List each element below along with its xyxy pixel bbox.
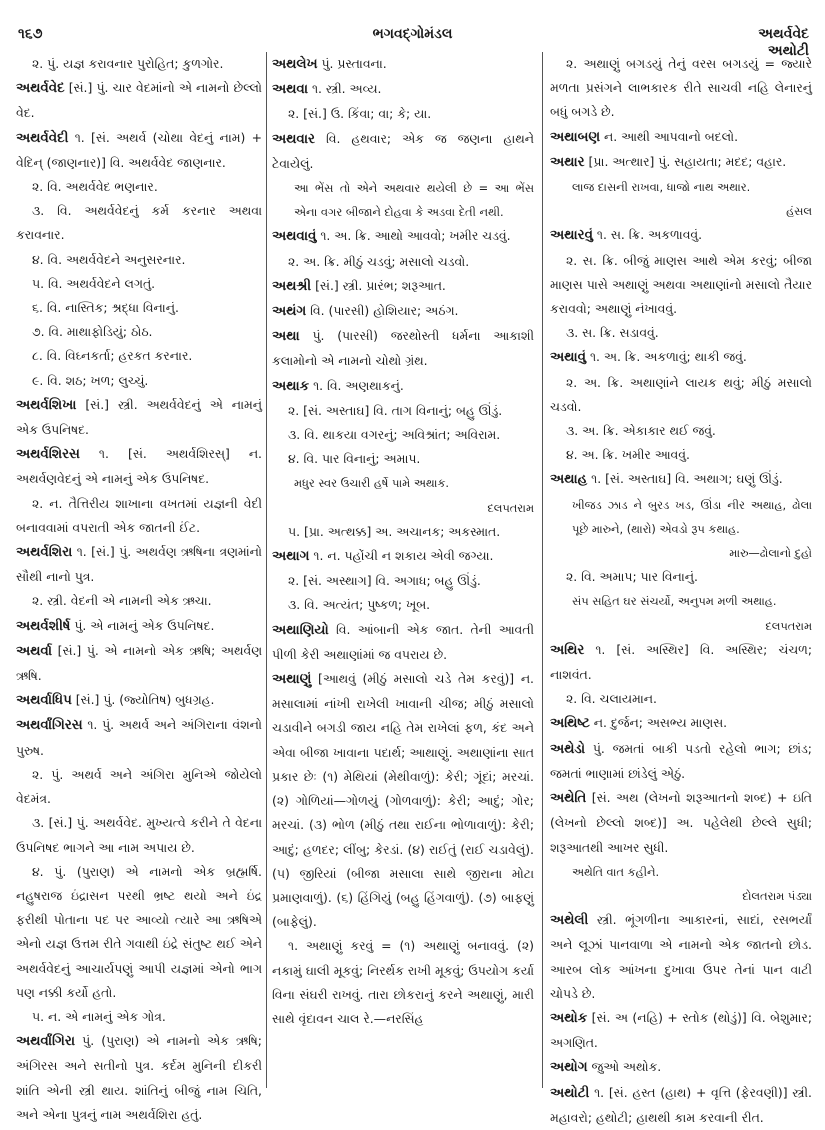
entry-sense: ૪. વિ. પાર વિનાનું; અમાપ. (288, 451, 421, 467)
headword: અથર્વા (16, 643, 53, 659)
dictionary-entry (272, 52, 534, 77)
entry-sense: ૩. વિ. અત્યંત; પુષ્કળ; ખૂબ. (288, 597, 431, 613)
dictionary-entry (272, 299, 534, 324)
usage-quote (550, 175, 812, 223)
column-divider (542, 52, 543, 1088)
definition: પું. (પુરાણ) એ નામનો એક ઋષિ; અંગિરસ અને સતીનો પુત્ર. કર્દમ મુનિની દીકરી શાંતિ એની સ્ત્રી થાય. શાંતિનું બીજું નામ ચિતિ, અને એના પુત્રનું નામ અથર્વશિરા હતું. (16, 1033, 262, 1122)
definition: ૧. [સં. હસ્ત (હાથ) + વૃત્તિ (ફેરવણી)] સ્ત્રી. મહાવરો; હથોટી; હાથથી કામ કરવાની રીત. (550, 1084, 812, 1125)
entry-sense: ૨. અથાણું બગડયું તેનું વરસ બગડયું = જ્યારે મળતા પ્રસંગને લાભકારક રીતે સાચવી નહિ લેનારનું બધું બગડે છે. (550, 56, 812, 120)
dictionary-entry (550, 711, 812, 736)
dictionary-entry (16, 540, 262, 589)
definition: [આથવું (મીઠું મસાલો ચડે તેમ કરવું)] ન. મસાલામાં નાંખી રાખેલી ખાવાની ચીજ; મીઠું મસાલો ચડાવીને બગડી જાય નહિ તેમ રાખેલાં ફળ, કંદ અને એવા બીજા ખાવાના પદાર્થ; આથાણું. અથાણાંના સાત પ્રકાર છેઃ (૧) મેથિયાં (મેથીવાળું): કેરી; ગૂંદાં; મરચાં. (૨) ગોળિયાં—ગોળયું (ગોળવાળું): કેરી; આદું; ગોર; મરચાં. (૩) ભોળ (મીઠું તથા રાઈના ભોળાવાળું): કેરી; આદું; હળદર; લીંબુ; કેરડાં. (૪) રાઈતું (રાઈ ચડાવેલું). (૫) જીરિયાં (બીજા મસાલા સાથે જીરાના મોટા પ્રમાણવાળું). (૬) હિંગિયું (બહુ હિંગવાળું). (૭) બાફણું (બાફેલું). (272, 671, 534, 930)
headword: અથર્વવેદી (16, 130, 69, 146)
headword: અથોગ (550, 1060, 588, 1076)
definition: [સં. અથ (લેખનો શરૂઆતનો શબ્દ) + ઇતિ (લેખનો છેલ્લો શબ્દ)] અ. પહેલેથી છેલ્લે સુધી; શરૂઆતથી આખર સુધી. (550, 790, 812, 855)
usage-quote (550, 860, 812, 908)
dictionary-entry (272, 77, 534, 102)
definition: ૧. પું. અથર્વ અને અંગિરાના વંશનો પુરુષ. (16, 717, 262, 758)
dictionary-entry (550, 125, 812, 150)
usage-quote (272, 471, 534, 519)
entry-sense: ૩. [સં.] પું. અથર્વવેદ. મુખ્યત્વે કરીને તે વેદના ઉપનિષદ ભાગને આ નામ અપાય છે. (16, 815, 262, 855)
dictionary-entry (550, 1081, 812, 1130)
entry-sense: ૩. વિ. થાકયા વગરનું; અવિશ્રાંત; અવિરામ. (288, 427, 501, 443)
dictionary-entry (550, 908, 812, 1006)
entry-sense: ૯. વિ. શઠ; ખળ; લુચ્ચું. (32, 372, 149, 388)
headword: અથવાવું (272, 229, 317, 245)
definition: [સં.] સ્ત્રી. પ્રારંભ; શરૂઆત. (311, 277, 446, 293)
definition: ૧. [સં.] પું. અથર્વણ ઋષિના ત્રણમાંનો સૌથી નાનો પુત્ર. (16, 544, 262, 585)
headword: અથાગ (272, 549, 310, 565)
dictionary-entry (272, 374, 534, 399)
quote-text: આ ભેંસ તો એને અથવાર થયેલી છે = આ ભેંસ એના વગર બીજાને દોહવા કે અડવા દેતી નથી. (294, 181, 534, 220)
definition: ૧. વિ. અણથાકનું. (309, 377, 404, 393)
usage-quote (550, 493, 812, 566)
entry-sense: ૭. વિ. માથાફોડિયું; ઠોઠ. (32, 324, 153, 340)
headword: અથિષ્ટ (550, 716, 590, 732)
dictionary-entry (550, 1055, 812, 1080)
headword: અથવા (272, 82, 309, 98)
entry-sense: ૮. વિ. વિઘ્નકર્તા; હરકત કરનાર. (32, 348, 193, 364)
dictionary-entry (550, 786, 812, 860)
entry-sense: ૨. [સં. અસ્તાઘ] વિ. તાગ વિનાનું; બહુ ઊંડું. (288, 402, 503, 418)
dictionary-entry (550, 345, 812, 370)
entry-sense: ૨. વિ. અમાપ; પાર વિનાનું. (566, 569, 698, 585)
definition: ૧. [સં. અથર્વશિરસ્] ન. અથર્વણવેદનું એ નામનું એક ઉપનિષદ. (16, 446, 262, 487)
definition: [સં.] પું. એ નામનો એક ઋષિ; અથર્વણ ઋષિ. (16, 642, 262, 684)
headword: અથેલી (550, 913, 589, 929)
entry-sense: ૨. પું. અથર્વ અને અંગિરા મુનિએ જોયેલો વેદમંત્ર. (16, 766, 262, 807)
definition: પું. પ્રસ્તાવના. (317, 56, 387, 71)
entry-sense: ૪. અ. ક્રિ. ખમીર આવવું. (566, 447, 690, 463)
column-2 (272, 52, 534, 1090)
dictionary-entry (16, 76, 262, 125)
headword: અથર્વવેદ (16, 81, 65, 97)
entry-sense: ૨. વિ. ચલાયમાન. (566, 691, 657, 707)
definition: ૧. [સં. અસ્તાઘ] વિ. અથાગ; ઘણું ઊંડું. (587, 471, 783, 487)
entry-sense: ૨. ન. તૈત્તિરીય શાખાના વખતમાં યજ્ઞની વેદી બનાવવામાં વપરાતી એક જાતની ઈંટ. (16, 495, 262, 535)
headword: અથંગ (272, 304, 307, 320)
entry-sense: ૨. અ. ક્રિ. મીઠું ચડવું; મસાલો ચડવો. (288, 253, 470, 269)
dictionary-entry (16, 688, 262, 713)
entry-sense: ૪. પું. (પુરાણ) એ નામનો એક બ્રહ્મર્ષિ. નહુષરાજ ઇંદ્રાસન પરથી ભ્રષ્ટ થયો અને ઇંદ્ર ફરીથી પોતાના પદ પર આવ્યો ત્યારે આ ઋષિએ એનો યજ્ઞ ઉત્તમ રીતે ગવાથી ઇંદ્રે સંતુષ્ટ થઈ એને અથર્વવેદનું આચાર્યપણું આપી યજ્ઞમાં એનો ભાગ પણ નક્કી કર્યો હતો. (16, 863, 262, 1000)
entry-sense: ૨. સ. ક્રિ. બીજું માણસ આથે એમ કરવું; બીજા માણસ પાસે અથાણું અથવા અથાણાંનો મસાલો તૈયાર કરાવવો; અથાણું નંખાવવું. (550, 252, 812, 317)
dictionary-entry (550, 467, 812, 492)
usage-quote (550, 589, 812, 637)
entry-sense: ૫. વિ. અથર્વવેદને લગતું. (32, 275, 156, 291)
definition: વિ. હથવાર; એક જ જણના હાથને ટેવાયેલું. (272, 130, 534, 171)
headword: અથાણિયો (272, 622, 329, 638)
definition: ૧. [સં. અથર્વ (ચોથા વેદનું નામ) + વેદિન્ (જાણનાર)] વિ. અથર્વવેદ જાણનાર. (16, 129, 262, 170)
headword: અથેતિ (550, 791, 587, 807)
dictionary-entry (550, 223, 812, 248)
definition: ૧. અ. ક્રિ. અકળાવું; થાકી જવું. (586, 349, 747, 365)
headword: અથાણું (272, 672, 312, 688)
headword: અથિર (550, 642, 585, 658)
dictionary-entry (550, 1006, 812, 1055)
headword: અથર્વાંગિરા (16, 1034, 76, 1050)
headword: અથાક (272, 378, 310, 394)
usage-quote (272, 176, 534, 224)
definition: પું. જમતાં બાકી પડતો રહેલો ભાગ; છાંડ; જમતાં ભાણામાં છાંડેલું એઠું. (550, 740, 812, 781)
definition: ૧. ન. પહોંચી ન શકાય એવી જગ્યા. (309, 548, 494, 564)
dictionary-entry (16, 614, 262, 639)
quote-attribution: દોલતરામ પંડ્યા (742, 888, 812, 903)
quote-attribution: મારુ—ઢોલાનો દુહો (729, 546, 812, 561)
headword: અથાહ (550, 472, 588, 488)
entry-sense: ૬. વિ. નાસ્તિક; શ્રદ્ધા વિનાનું. (32, 300, 179, 316)
headword: અથાર (550, 154, 585, 170)
headword: અથર્વાધિપ (16, 693, 72, 709)
dictionary-entry (16, 1029, 262, 1127)
definition: પું. એ નામનું એક ઉપનિષદ. (70, 617, 215, 633)
definition: વિ. (પારસી) હોશિયાર; અઠંગ. (306, 303, 459, 319)
column-3 (550, 52, 812, 1125)
headword: અથેડો (550, 741, 586, 757)
definition: [પ્રા. અત્થાર] પું. સહાયતા; મદદ; વહાર. (584, 153, 787, 169)
dictionary-entry (16, 393, 262, 442)
quote-text: ખીજડ ઝાડ ને બુરડ ખડ, ઊંડા નીર અથાહ, ઢોલા પૂછે મારુને, (થારો) એવડો રૂપ કથાહ. (572, 497, 812, 536)
quote-text: મધુર સ્વર ઉચારી હર્ષે પામે અથાક. (294, 476, 450, 491)
headword: અથોટી (550, 1085, 590, 1101)
definition: [સં.] પું. ચાર વેદમાંનો એ નામનો છેલ્લો વેદ. (16, 80, 262, 121)
headword: અથાબણ (550, 129, 601, 145)
dictionary-entry (16, 639, 262, 688)
quote-attribution: દલપતરામ (487, 500, 534, 515)
guide-word-first: અથર્વવેદ (758, 26, 809, 42)
page-number: ૧૬૭ (18, 26, 43, 42)
dictionary-entry (16, 713, 262, 762)
dictionary-entry (16, 442, 262, 491)
headword: અથર્વશીર્ષ (16, 618, 71, 634)
dictionary-entry (272, 224, 534, 249)
quote-attribution: દલપતરામ (765, 618, 812, 633)
dictionary-entry (272, 324, 534, 373)
entry-sense: ૩. સ. ક્રિ. સડાવવું. (566, 325, 659, 341)
definition: ન. દુર્જન; અસભ્ય માણસ. (589, 715, 728, 731)
dictionary-entry (272, 127, 534, 176)
column-divider (266, 52, 267, 1088)
headword: અથવાર (272, 131, 315, 147)
dictionary-title: ભગવદ્ગોમંડલ (372, 26, 453, 42)
entry-sense: ૨. સ્ત્રી. વેદની એ નામની એક ઋચા. (32, 593, 212, 609)
quote-attribution: હંસલ (786, 204, 812, 219)
entry-sense: ૪. વિ. અથર્વવેદને અનુસરનાર. (32, 251, 186, 267)
entry-sense: ૨. વિ. અથર્વવેદ ભણનાર. (32, 179, 158, 195)
entry-sense: ૧. અથાણું કરવું = (૧) અથાણું બનાવવું. (૨) નકામું ઘાલી મૂકવું; નિરર્થક રાખી મૂકવું; ઉપયોગ કર્યા વિના સંઘરી રાખવું. તારા છોકરાનું કરને અથાણું, મારી સાથે વૃંદાવન ચાલ રે.—નરસિંહ (272, 938, 534, 1026)
headword: અથારવું (550, 228, 593, 244)
entry-sense: ૨. [સં.] ઉ. કિંવા; વા; કે; યા. (288, 106, 432, 122)
quote-text: અથેતિ વાત કહીને. (572, 864, 660, 879)
definition: વિ. આંબાની એક જાત. તેની આવતી પીળી કેરી અથાણાંમાં જ વપરાય છે. (272, 621, 534, 662)
entry-sense: ૩. અ. ક્રિ. એકાકાર થઈ જવું. (566, 423, 716, 439)
entry-sense: ૨. અ. ક્રિ. અથાણાંને લાયક થવું; મીઠું મસાલો ચડવો. (550, 374, 812, 414)
dictionary-entry (550, 638, 812, 687)
definition: [સં.] પું. (જ્યોતિષ) બુધગ્રહ. (71, 692, 215, 708)
definition: ૧. અ. ક્રિ. આથો આવવો; ખમીર ચડવું. (316, 228, 511, 244)
definition: પું. (પારસી) જરથોસ્તી ધર્મના આકાશી કલામોનો એ નામનો ચોથો ગ્રંથ. (272, 328, 534, 369)
headword: અથર્વશિરા (16, 545, 73, 561)
definition: ન. આથી આપવાનો બદલો. (600, 128, 739, 144)
entry-sense: ૨. [સં. અસ્થાગ] વિ. અગાધ; બહુ ઊંડું. (288, 573, 481, 589)
entry-sense: ૨. પું. યજ્ઞ કરાવનાર પુરોહિત; કુળગોર. (32, 56, 224, 71)
dictionary-entry (550, 737, 812, 786)
headword: અથશ્રી (272, 278, 312, 294)
definition: [સં. અ (નહિ) + સ્તોક (થોડું)] વિ. બેશુમાર; અગણિત. (550, 1009, 812, 1051)
definition: ૧. સ. ક્રિ. અકળાવવું. (592, 227, 703, 243)
entry-sense: ૫. ન. એ નામનું એક ગોત્ર. (32, 1008, 166, 1024)
headword: અથર્વાંગિરસ (16, 718, 83, 734)
headword: અથલેખ (272, 57, 318, 72)
definition: ૧. સ્ત્રી. અવ્ય. (308, 81, 382, 97)
dictionary-entry (272, 618, 534, 667)
dictionary-entry (272, 274, 534, 299)
definition: સ્ત્રી. ભૂંગળીના આકારનાં, સાદાં, રસભર્યાં અને લૂઝાં પાનવાળા એ નામનો એક જાતનો છોડ. આરબ લોક આંખના દુખાવા ઉપર તેનાં પાન વાટી ચોપડે છે. (550, 912, 812, 1001)
definition: જુઓ અથોક. (587, 1059, 662, 1075)
headword: અથર્વશિખા (16, 397, 77, 413)
definition: ૧. [સં. અસ્થિર] વિ. અસ્થિર; ચંચળ; નાશવંત. (550, 641, 812, 683)
quote-text: લાજ દાસની રાખવા, ધાજો નાથ અથાર. (572, 180, 751, 195)
quote-text: સંપ સહિત ઘર સંચર્યો, અનુપમ મળી અથાહ. (572, 594, 777, 609)
entry-sense: ૩. વિ. અથર્વવેદનું કર્મ કરનાર અથવા કરાવનાર. (16, 203, 262, 243)
entry-sense: ૫. [પ્રા. અત્થક્ક] અ. અચાનક; અકસ્માત. (288, 523, 501, 539)
dictionary-entry (16, 126, 262, 175)
dictionary-entry (550, 150, 812, 175)
dictionary-entry (272, 667, 534, 934)
headword: અથાવું (550, 350, 587, 366)
dictionary-entry (272, 544, 534, 569)
headword: અથોક (550, 1010, 588, 1026)
guide-word-last: અથોટી (767, 43, 809, 59)
definition: [સં.] સ્ત્રી. અથર્વવેદનું એ નામનું એક ઉપનિષદ. (16, 396, 262, 438)
headword: અથર્વશિરસ (16, 447, 80, 463)
column-1 (16, 52, 262, 1122)
headword: અથા (272, 329, 300, 345)
